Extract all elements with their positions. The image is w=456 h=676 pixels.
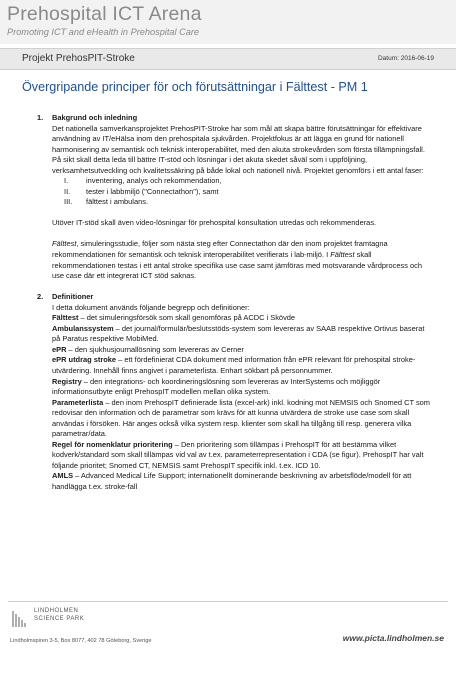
definition-term: Registry bbox=[52, 376, 82, 386]
term: Fälttest bbox=[330, 250, 355, 260]
footer-link[interactable]: www.picta.lindholmen.se bbox=[342, 633, 444, 643]
phase-text: fälttest i ambulans. bbox=[86, 197, 149, 207]
brand-subtitle: Promoting ICT and eHealth in Prehospital Care bbox=[7, 27, 200, 37]
definition-term: AMLS bbox=[52, 471, 74, 481]
section-body bbox=[52, 124, 432, 282]
definition-term: Regel för nomenklatur prioritering bbox=[52, 439, 173, 449]
phase-text: tester i labbmiljö ("Connectathon"), samt bbox=[86, 186, 219, 196]
paragraph: Fälttest, simuleringsstudie, följer som nästa steg efter Connectathon där den inom projektet framtagna rekommendationen för semantisk och teknisk interoperabilitet verifierats i lab-miljö. I Fälttest skall rekommendationen testas i ett antal stroke specifika use case samt jämföras med motsvarande vårdprocess och use case där ett integrerat ICT stöd saknas. bbox=[52, 239, 422, 281]
definition-term: Fälttest bbox=[52, 313, 79, 323]
footer-address: Lindholmspiren 3-5, Box 8077, 402 78 Göteborg, Sverige bbox=[10, 638, 152, 644]
definition-item: AMLS – Advanced Medical Life Support; internationellt dominerande beskrivning av arbetsflöde/modell för att handlägga t.ex. stroke-fall bbox=[52, 471, 412, 491]
section-title: Definitioner bbox=[52, 292, 94, 302]
term: Fälttest bbox=[52, 239, 77, 249]
brand-title: Prehospital ICT Arena bbox=[7, 3, 202, 25]
definition-item: Parameterlista – den inom PrehospIT definierade lista (excel-ark) inkl. kodning mot NEMSIS och Snomed CT som redovisar den information och de parametrar som krävs för att kunna utvärdera de stroke use case som skall användas i försöken. Här anges också vilka system resp. klienter som skall ha tillgång till resp. generera vilka parametrar/data. bbox=[52, 397, 430, 439]
project-name: Projekt PrehosPIT-Stroke bbox=[22, 53, 135, 64]
section-heading bbox=[37, 113, 432, 124]
footer-divider bbox=[8, 601, 448, 602]
definition-item: Registry – den integrations- och koordineringslösning som levereras av InterSystems och möjliggör informationsutbyte enligt PrehospIT modellen mellan olika system. bbox=[52, 376, 381, 397]
definition-item: ePR – den sjukhusjournallösning som levereras av Cerner bbox=[52, 344, 244, 354]
phase-number: III. bbox=[64, 197, 73, 207]
definition-item: Fälttest – det simuleringsförsök som skall genomföras på ACDC i Skövde bbox=[52, 313, 296, 323]
document-date: Datum: 2016-06-19 bbox=[377, 55, 434, 62]
document-title: Övergripande principer för och förutsättningar i Fälttest - PM 1 bbox=[22, 80, 368, 94]
phase-number: I. bbox=[64, 176, 69, 186]
definition-item: ePR utdrag stroke – ett fördefinierat CDA dokument med information från ePR relevant för prehospital stroke-utvärdering. Innehåll finns angivet i parameterlista. Enhart sökbart på personnummer. bbox=[52, 355, 416, 375]
section-number: 1. bbox=[37, 113, 44, 122]
phase-item bbox=[52, 176, 432, 187]
document-body bbox=[37, 113, 432, 493]
header-band bbox=[0, 0, 456, 44]
phase-item bbox=[52, 197, 432, 208]
definition-item: Regel för nomenklatur prioritering – Den prioritering som tillämpas i PrehospIT för att bestämma vilket kodverk/standard som skall tillämpas vid val av t.ex. parameterrepresentation i CDA (se figur). PrehospIT har valt följande prioritet; Snomed CT, NEMSIS samt PrehospIT specifik inkl. t.ex. ICD 10. bbox=[52, 439, 424, 470]
definition-item: Ambulanssystem – det journal/formulär/beslutsstöds-system som levereras av SAAB respektive Ortivus baserat på Paratus respektive MobiMed. bbox=[52, 323, 425, 344]
phase-text: inventering, analys och rekommendation, bbox=[86, 176, 222, 186]
phase-number: II. bbox=[64, 186, 71, 196]
section-number: 2. bbox=[37, 292, 44, 302]
section-body bbox=[52, 303, 432, 493]
definition-term: Parameterlista bbox=[52, 397, 104, 407]
definition-term: Ambulanssystem bbox=[52, 323, 114, 333]
project-bar bbox=[0, 48, 456, 70]
definition-term: ePR utdrag stroke bbox=[52, 355, 117, 365]
definition-term: ePR bbox=[52, 344, 67, 354]
section-title: Bakgrund och inledning bbox=[52, 113, 138, 122]
lindholmen-logo-icon bbox=[10, 607, 32, 629]
section-heading bbox=[37, 292, 432, 303]
logo-wordmark: LINDHOLMEN SCIENCE PARK bbox=[34, 608, 85, 622]
paragraph: Det nationella samverkansprojektet PrehosPIT-Stroke har som mål att skapa bättre förutsättningar för effektivare användning av IT/eHälsa inom den prehospitala sjukvården. Projektfokus är att lägga en grund för nationell harmonisering av semantisk och teknisk interoperabilitet, med den akuta strokevården som första tillämpningsfall. På sikt skall detta leda till bättre IT-stöd och lösningar i det akuta skedet såväl som i uppföljning, verksamhetsutveckling och kvalitetssäkring på både lokal och nationell nivå. Projektet genomförs i ett antal faser: bbox=[52, 123, 425, 175]
paragraph: I detta dokument används följande begrepp och definitioner: bbox=[52, 302, 250, 312]
paragraph: Utöver IT-stöd skall även video-lösningar för prehospital konsultation utredas och rekommenderas. bbox=[52, 218, 377, 228]
phase-item bbox=[52, 187, 432, 198]
